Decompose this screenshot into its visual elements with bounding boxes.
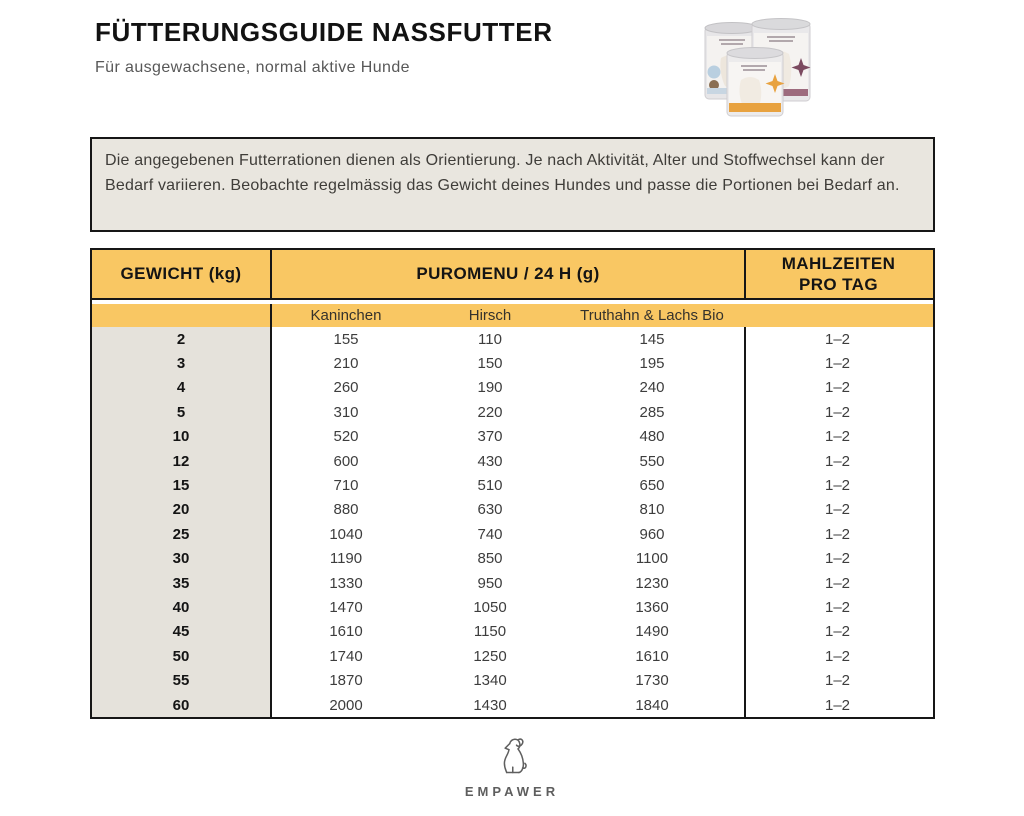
page-title: FÜTTERUNGSGUIDE NASSFUTTER xyxy=(95,17,553,47)
cell-hirsch: 740 xyxy=(477,525,503,543)
cell-truthahn: 1610 xyxy=(635,647,669,665)
cell-meals: 1–2 xyxy=(744,449,929,473)
cell-kaninchen: 1190 xyxy=(329,550,363,568)
cell-hirsch: 1340 xyxy=(473,672,507,690)
notice-box xyxy=(90,137,935,232)
brand-name: EMPAWER xyxy=(464,784,560,799)
cell-meals: 1–2 xyxy=(744,693,929,717)
table-row xyxy=(92,644,933,668)
header-puromenu: PUROMENU / 24 H (g) xyxy=(416,264,600,283)
feeding-table xyxy=(90,248,935,719)
table-row xyxy=(92,620,933,644)
cell-truthahn: 1730 xyxy=(635,672,669,690)
table-row xyxy=(92,571,933,595)
cell-meals: 1–2 xyxy=(744,498,929,522)
cell-meals: 1–2 xyxy=(744,376,929,400)
cell-weight: 45 xyxy=(92,620,272,644)
table-row xyxy=(92,668,933,692)
header-meals-line1: MAHLZEITEN xyxy=(781,254,896,273)
cell-weight: 10 xyxy=(92,425,272,449)
cell-truthahn: 1840 xyxy=(635,696,669,714)
cell-hirsch: 1050 xyxy=(473,598,507,616)
cell-weight: 55 xyxy=(92,668,272,692)
subheader-kaninchen: Kaninchen xyxy=(310,307,382,324)
cell-hirsch: 220 xyxy=(477,403,503,421)
cell-meals: 1–2 xyxy=(744,425,929,449)
subheader-hirsch: Hirsch xyxy=(468,307,512,324)
cell-kaninchen: 1470 xyxy=(329,598,363,616)
cell-weight: 40 xyxy=(92,595,272,619)
cell-truthahn: 480 xyxy=(639,428,665,446)
cell-meals: 1–2 xyxy=(744,351,929,375)
header-meals-line2: PRO TAG xyxy=(799,275,878,294)
cell-truthahn: 1360 xyxy=(635,598,669,616)
cell-meals: 1–2 xyxy=(744,620,929,644)
table-row xyxy=(92,400,933,424)
table-row xyxy=(92,547,933,571)
table-row xyxy=(92,327,933,351)
cell-meals: 1–2 xyxy=(744,668,929,692)
cell-truthahn: 195 xyxy=(639,355,665,373)
cell-truthahn: 240 xyxy=(639,379,665,397)
cell-hirsch: 150 xyxy=(477,355,503,373)
header-meals xyxy=(744,250,931,298)
cell-hirsch: 430 xyxy=(477,452,503,470)
notice-text: Die angegebenen Futterrationen dienen als Orientierung. Je nach Aktivität, Alter und Stoffwechsel kann der Bedarf variieren. Beobachte regelmässig das Gewicht deines Hundes und passe die Portionen bei Bedarf an. xyxy=(105,152,900,194)
cell-truthahn: 145 xyxy=(639,330,665,348)
dog-logo-icon xyxy=(489,733,535,777)
cell-weight: 60 xyxy=(92,693,272,717)
cell-weight: 20 xyxy=(92,498,272,522)
cell-truthahn: 650 xyxy=(639,477,665,495)
table-row xyxy=(92,473,933,497)
cell-weight: 12 xyxy=(92,449,272,473)
page-subtitle: Für ausgewachsene, normal aktive Hunde xyxy=(95,59,410,76)
cell-weight: 4 xyxy=(92,376,272,400)
subheader-truthahn: Truthahn & Lachs Bio xyxy=(580,307,724,324)
cell-truthahn: 550 xyxy=(639,452,665,470)
cell-kaninchen: 1610 xyxy=(329,623,363,641)
product-cans-image xyxy=(697,10,819,120)
cell-truthahn: 1230 xyxy=(635,574,669,592)
table-row xyxy=(92,376,933,400)
table-row xyxy=(92,595,933,619)
cell-kaninchen: 520 xyxy=(333,428,359,446)
cell-hirsch: 950 xyxy=(477,574,503,592)
table-header-row xyxy=(92,250,933,300)
cell-meals: 1–2 xyxy=(744,473,929,497)
cell-meals: 1–2 xyxy=(744,522,929,546)
table-subheader-row xyxy=(92,304,933,327)
cell-hirsch: 110 xyxy=(478,330,502,348)
table-row xyxy=(92,498,933,522)
cell-kaninchen: 710 xyxy=(333,477,359,495)
cell-truthahn: 960 xyxy=(639,525,665,543)
cell-hirsch: 1150 xyxy=(473,623,507,641)
cell-kaninchen: 600 xyxy=(333,452,359,470)
subheader-meals-spacer xyxy=(744,304,929,327)
cell-kaninchen: 1040 xyxy=(329,525,363,543)
cell-kaninchen: 1330 xyxy=(329,574,363,592)
cell-kaninchen: 2000 xyxy=(329,696,363,714)
cell-hirsch: 1250 xyxy=(473,647,507,665)
cell-kaninchen: 210 xyxy=(333,355,359,373)
cell-kaninchen: 1740 xyxy=(329,647,363,665)
cell-hirsch: 190 xyxy=(477,379,503,397)
cell-weight: 5 xyxy=(92,400,272,424)
table-row xyxy=(92,351,933,375)
cell-truthahn: 810 xyxy=(639,501,665,519)
cell-truthahn: 285 xyxy=(639,403,665,421)
cell-meals: 1–2 xyxy=(744,547,929,571)
table-row xyxy=(92,693,933,717)
can-front xyxy=(727,48,785,117)
cell-kaninchen: 310 xyxy=(333,403,359,421)
subheader-weight-spacer xyxy=(92,304,272,327)
cell-meals: 1–2 xyxy=(744,400,929,424)
cell-kaninchen: 260 xyxy=(333,379,359,397)
table-row xyxy=(92,425,933,449)
cell-hirsch: 370 xyxy=(477,428,503,446)
cell-weight: 30 xyxy=(92,547,272,571)
cell-weight: 15 xyxy=(92,473,272,497)
cell-kaninchen: 1870 xyxy=(329,672,363,690)
cell-weight: 3 xyxy=(92,351,272,375)
cell-kaninchen: 880 xyxy=(333,501,359,519)
table-row xyxy=(92,449,933,473)
header-weight: GEWICHT (kg) xyxy=(92,250,272,298)
cell-hirsch: 510 xyxy=(477,477,503,495)
cell-weight: 2 xyxy=(92,327,272,351)
table-body xyxy=(92,327,933,717)
cell-meals: 1–2 xyxy=(744,327,929,351)
cell-weight: 50 xyxy=(92,644,272,668)
cell-meals: 1–2 xyxy=(744,644,929,668)
cell-weight: 35 xyxy=(92,571,272,595)
cell-truthahn: 1100 xyxy=(635,550,669,568)
cell-weight: 25 xyxy=(92,522,272,546)
cell-meals: 1–2 xyxy=(744,595,929,619)
cell-truthahn: 1490 xyxy=(635,623,669,641)
cell-meals: 1–2 xyxy=(744,571,929,595)
cell-hirsch: 630 xyxy=(477,501,503,519)
cell-hirsch: 1430 xyxy=(473,696,507,714)
cell-hirsch: 850 xyxy=(477,550,503,568)
table-row xyxy=(92,522,933,546)
cell-kaninchen: 155 xyxy=(333,330,359,348)
footer xyxy=(0,733,1024,799)
